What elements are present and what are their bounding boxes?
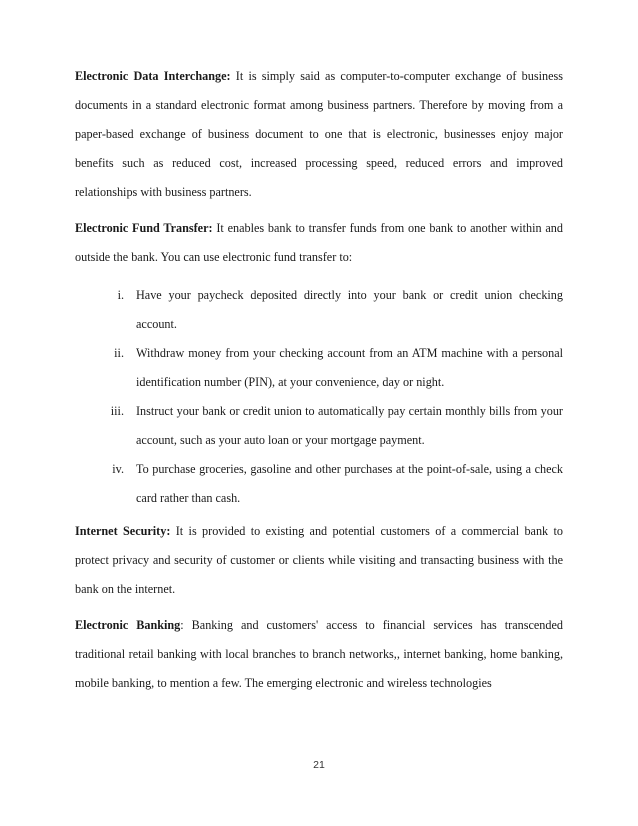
list-item-text: To purchase groceries, gasoline and other purchases at the point-of-sale, using a check card rather than cash. — [136, 462, 563, 505]
term-banking: Electronic Banking — [75, 618, 181, 632]
text-security: It is provided to existing and potential customers of a commercial bank to protect privacy and security of customer or clients while visiting and transacting business with the bank on the internet. — [75, 524, 563, 596]
list-item — [75, 455, 563, 512]
eft-list — [75, 281, 563, 512]
page-number: 21 — [313, 759, 325, 771]
term-security: Internet Security: — [75, 524, 171, 538]
text-banking: : Banking and customers' access to financial services has transcended traditional retail banking with local branches to branch networks,, internet banking, home banking, mobile banking, to mention a few. The emerging electronic and wireless technologies — [75, 618, 563, 690]
paragraph-banking — [75, 611, 563, 698]
list-item-number: iv. — [112, 462, 124, 476]
list-item — [75, 397, 563, 454]
paragraph-edi — [75, 62, 563, 207]
list-item — [75, 281, 563, 338]
paragraph-security — [75, 517, 563, 604]
list-item-text: Have your paycheck deposited directly into your bank or credit union checking account. — [136, 288, 563, 331]
term-edi: Electronic Data Interchange: — [75, 69, 231, 83]
list-item — [75, 339, 563, 396]
paragraph-eft — [75, 214, 563, 272]
document-page — [75, 62, 563, 705]
list-item-number: iii. — [110, 404, 124, 418]
text-eft: It enables bank to transfer funds from one bank to another within and outside the bank. You can use electronic fund transfer to: — [75, 221, 563, 264]
list-item-text: Withdraw money from your checking account from an ATM machine with a personal identification number (PIN), at your convenience, day or night. — [136, 346, 563, 389]
text-edi: It is simply said as computer-to-computer exchange of business documents in a standard electronic format among business partners. Therefore by moving from a paper-based exchange of business document to one that is electronic, businesses enjoy major benefits such as reduced cost, increased processing speed, reduced errors and improved relationships with business partners. — [75, 69, 563, 199]
list-item-number: ii. — [114, 346, 124, 360]
term-eft: Electronic Fund Transfer: — [75, 221, 213, 235]
list-item-number: i. — [117, 288, 124, 302]
list-item-text: Instruct your bank or credit union to automatically pay certain monthly bills from your account, such as your auto loan or your mortgage payment. — [136, 404, 563, 447]
